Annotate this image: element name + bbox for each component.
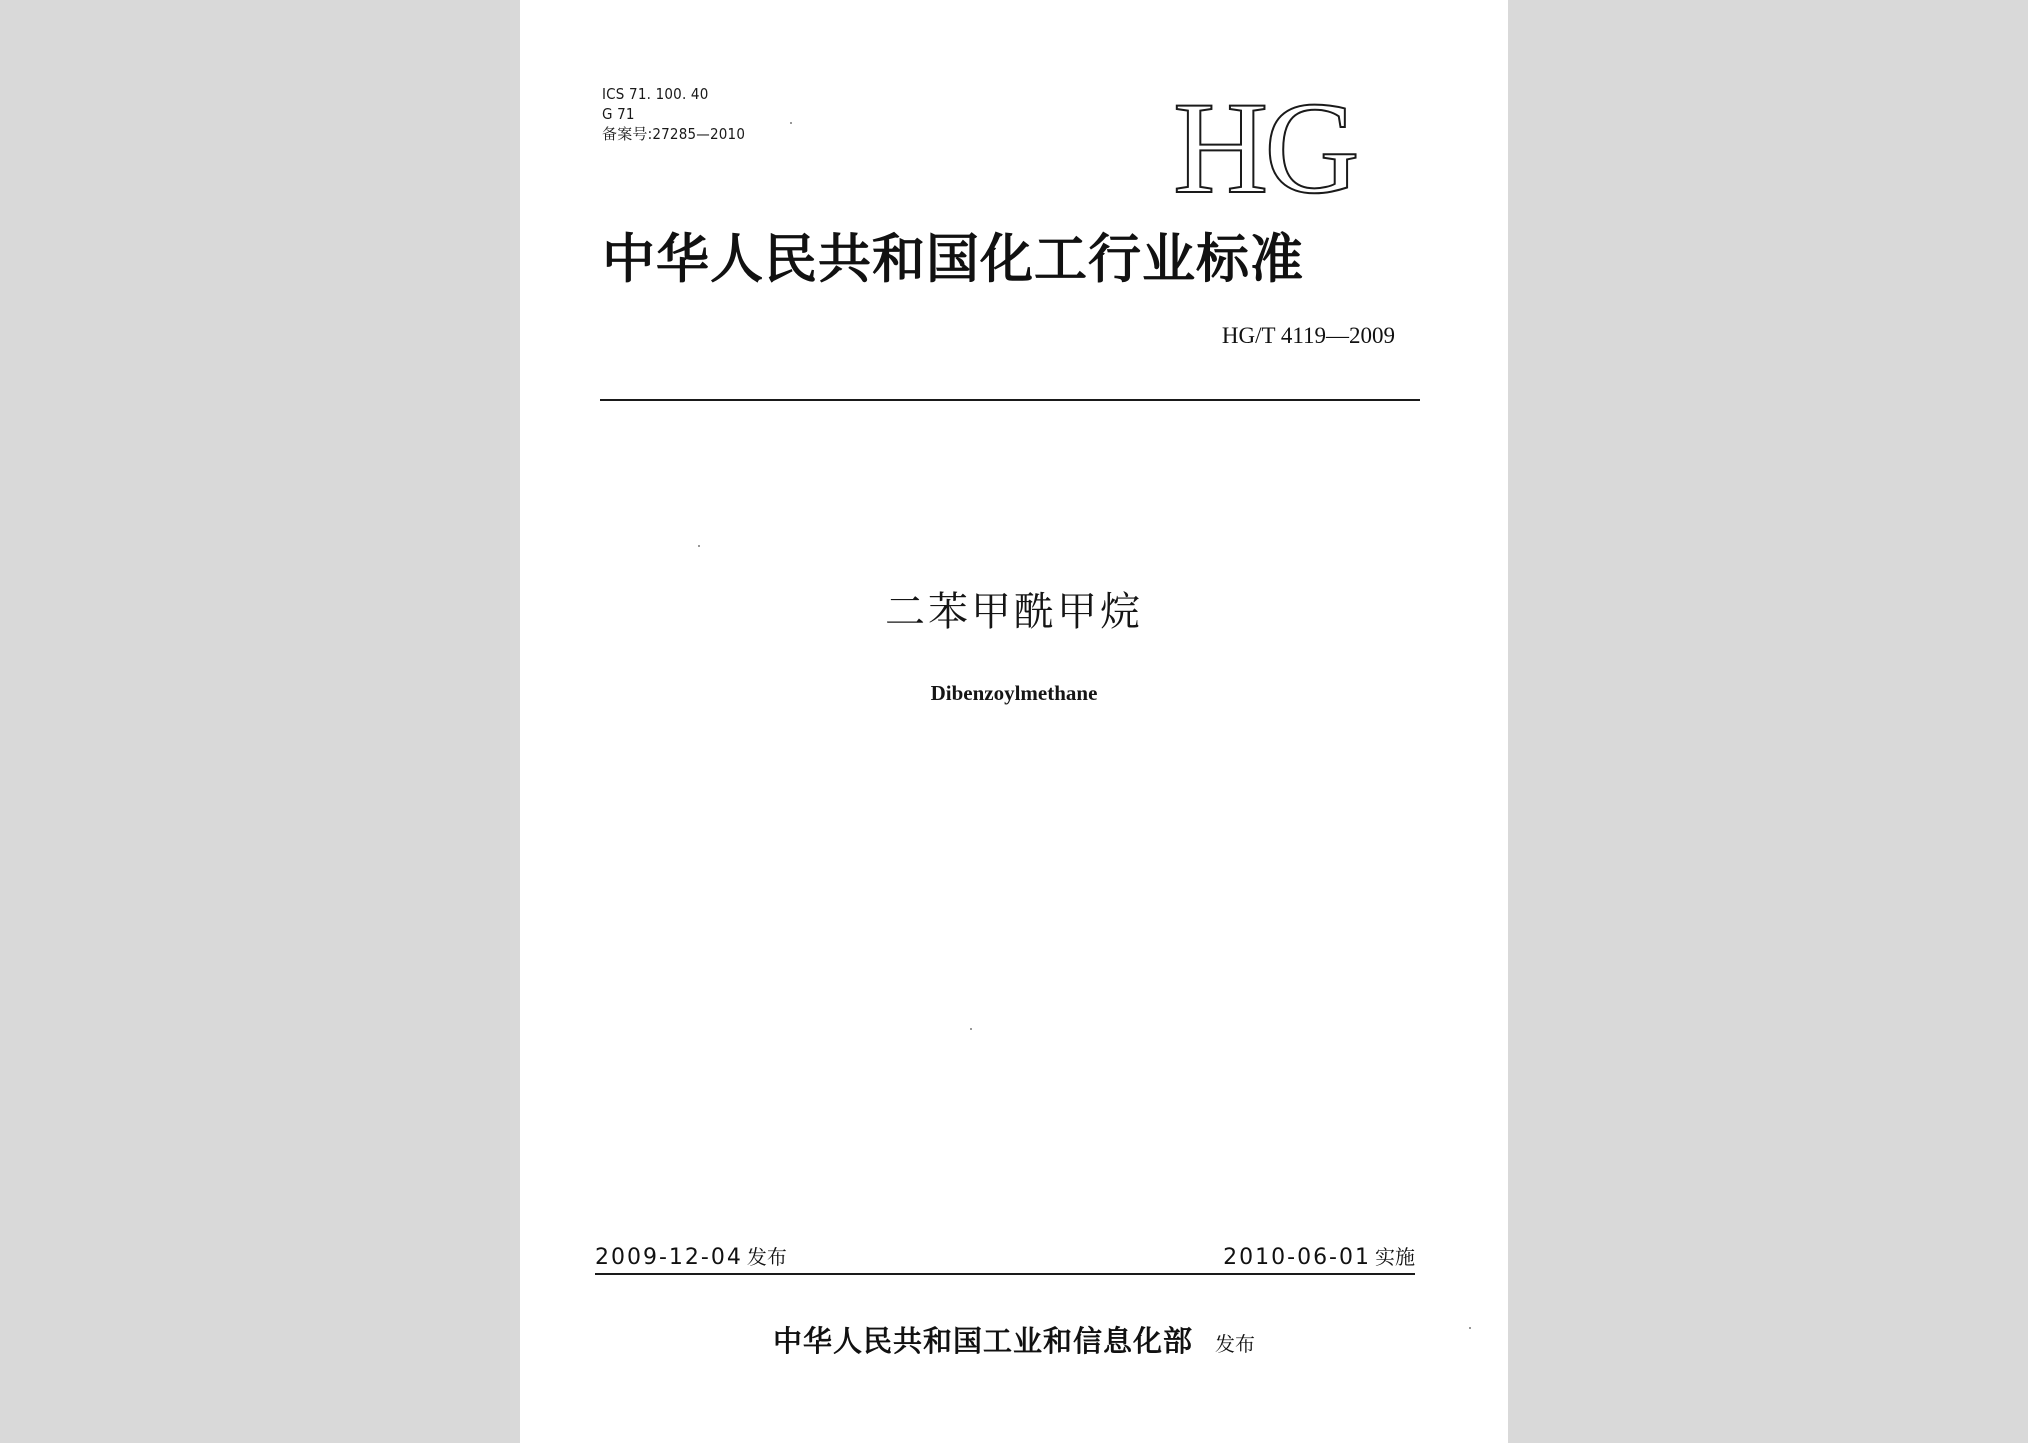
- ccs-code: G 71: [602, 105, 635, 123]
- scan-speck: [970, 1028, 972, 1030]
- document-title-english: Dibenzoylmethane: [930, 681, 1098, 705]
- publisher-name: 中华人民共和国工业和信息化部: [772, 1324, 1193, 1358]
- issue-date: 2009-12-04: [595, 1245, 743, 1270]
- implementation-date: 2010-06-01: [1223, 1245, 1371, 1270]
- standard-category-title: 中华人民共和国化工行业标准: [602, 229, 1304, 290]
- bottom-rule: [595, 1273, 1415, 1275]
- issue-label: 发布: [746, 1245, 787, 1269]
- hg-logo: HG: [1173, 74, 1356, 221]
- record-number: 备案号:27285—2010: [602, 125, 746, 143]
- scan-speck: [790, 122, 792, 124]
- implementation-date-line: [1223, 1242, 1415, 1273]
- issue-date-line: [595, 1242, 787, 1273]
- ics-code: ICS 71. 100. 40: [602, 85, 709, 103]
- publisher-line: [520, 1321, 1508, 1364]
- top-rule: [600, 399, 1420, 401]
- document-page: [520, 0, 1508, 1443]
- classification-block: [602, 84, 745, 144]
- scan-speck: [698, 545, 700, 547]
- document-title-chinese: 二苯甲酰甲烷: [885, 589, 1143, 635]
- standard-number: HG/T 4119—2009: [1221, 323, 1395, 348]
- publisher-suffix: 发布: [1215, 1332, 1255, 1356]
- implementation-label: 实施: [1375, 1245, 1415, 1269]
- scan-speck: [1469, 1327, 1471, 1329]
